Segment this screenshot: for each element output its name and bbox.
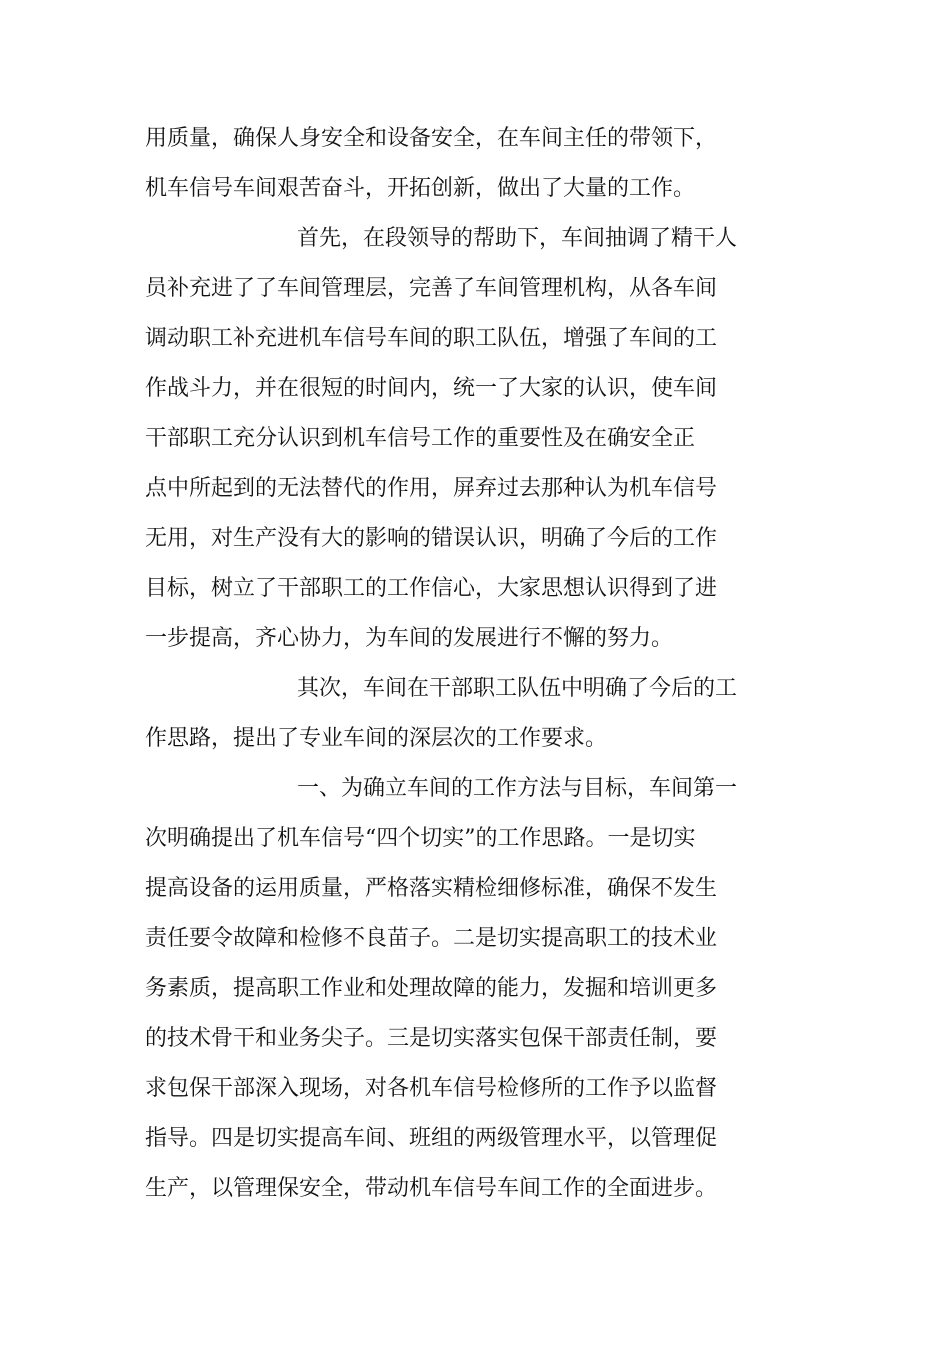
text-line: 次明确提出了机车信号“四个切实”的工作思路。一是切实 xyxy=(145,826,696,851)
paragraph-4 xyxy=(145,764,785,1214)
text-line: 一、为确立车间的工作方法与目标，车间第一 xyxy=(297,776,738,801)
text-line: 机车信号车间艰苦奋斗，开拓创新，做出了大量的工作。 xyxy=(145,176,696,201)
text-line: 一步提高，齐心协力，为车间的发展进行不懈的努力。 xyxy=(145,626,674,651)
text-line: 责任要令故障和检修不良苗子。二是切实提高职工的技术业 xyxy=(145,926,718,951)
paragraph-1 xyxy=(145,114,785,214)
text-line: 作战斗力，并在很短的时间内，统一了大家的认识，使车间 xyxy=(145,376,718,401)
paragraph-2 xyxy=(145,214,785,664)
text-line: 目标，树立了干部职工的工作信心，大家思想认识得到了进 xyxy=(145,576,718,601)
text-line: 务素质，提高职工作业和处理故障的能力，发掘和培训更多 xyxy=(145,976,718,1001)
text-line: 的技术骨干和业务尖子。三是切实落实包保干部责任制，要 xyxy=(145,1026,718,1051)
text-line: 提高设备的运用质量，严格落实精检细修标准，确保不发生 xyxy=(145,876,718,901)
text-line: 其次，车间在干部职工队伍中明确了今后的工 xyxy=(297,676,738,701)
text-line: 无用，对生产没有大的影响的错误认识，明确了今后的工作 xyxy=(145,526,718,551)
text-line: 指导。四是切实提高车间、班组的两级管理水平，以管理促 xyxy=(145,1126,718,1151)
document-body xyxy=(145,114,785,1214)
text-line: 干部职工充分认识到机车信号工作的重要性及在确安全正 xyxy=(145,426,696,451)
text-line: 点中所起到的无法替代的作用，屏弃过去那种认为机车信号 xyxy=(145,476,718,501)
text-line: 求包保干部深入现场，对各机车信号检修所的工作予以监督 xyxy=(145,1076,718,1101)
paragraph-3 xyxy=(145,664,785,764)
text-line: 作思路，提出了专业车间的深层次的工作要求。 xyxy=(145,726,608,751)
text-line: 生产，以管理保安全，带动机车信号车间工作的全面进步。 xyxy=(145,1176,718,1201)
text-line: 用质量，确保人身安全和设备安全，在车间主任的带领下， xyxy=(145,126,718,151)
text-line: 调动职工补充进机车信号车间的职工队伍，增强了车间的工 xyxy=(145,326,718,351)
text-line: 员补充进了了车间管理层，完善了车间管理机构，从各车间 xyxy=(145,276,718,301)
text-line: 首先，在段领导的帮助下，车间抽调了精干人 xyxy=(297,226,738,251)
